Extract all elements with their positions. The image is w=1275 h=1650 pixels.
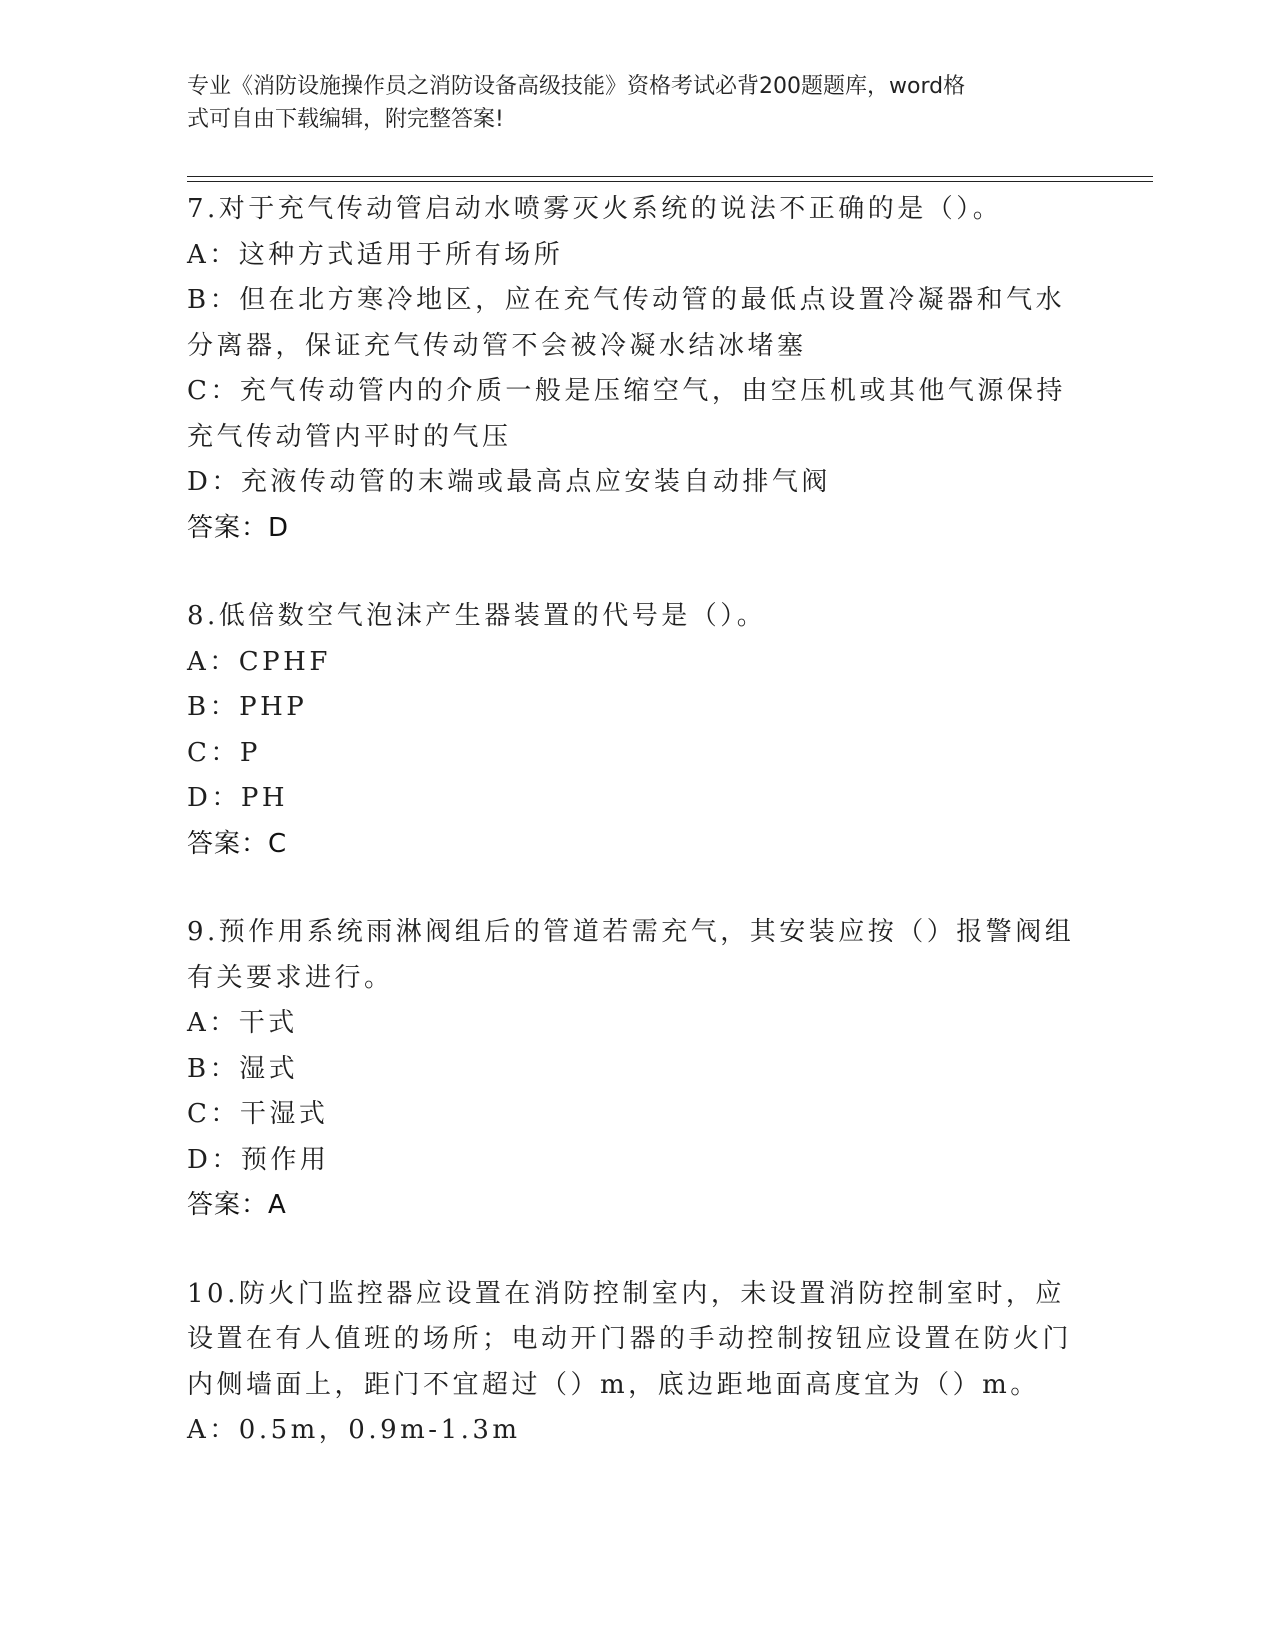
question-9 (187, 910, 1077, 1229)
question-10 (187, 1272, 1077, 1454)
header-line-1: 专业《消防设施操作员之消防设备高级技能》资格考试必背200题题库，word格 (187, 74, 966, 99)
question-list (187, 187, 1077, 1497)
option-c: C：充气传动管内的介质一般是压缩空气，由空压机或其他气源保持充气传动管内平时的气压 (187, 376, 1066, 452)
answer-text: 答案：C (187, 828, 288, 859)
option-a: A：干式 (187, 1008, 298, 1038)
document-header (187, 70, 1067, 136)
option-b: B：湿式 (187, 1053, 299, 1084)
answer-text: 答案：A (187, 1190, 287, 1220)
header-divider-top (187, 176, 1153, 177)
header-divider-bottom (187, 181, 1153, 182)
option-a: A：这种方式适用于所有场所 (187, 239, 564, 270)
question-stem: 10.防火门监控器应设置在消防控制室内，未设置消防控制室时，应设置在有人值班的场所；电动开门器的手动控制按钮应设置在防火门内侧墙面上，距门不宜超过（）m，底边距地面高度宜为（）m。 (187, 1278, 1073, 1400)
option-b: B：但在北方寒冷地区，应在充气传动管的最低点设置冷凝器和气水分离器，保证充气传动管不会被冷凝水结冰堵塞 (187, 285, 1066, 361)
option-c: C：干湿式 (187, 1099, 329, 1129)
question-stem: 7.对于充气传动管启动水喷雾灭火系统的说法不正确的是（）。 (187, 194, 1003, 224)
option-d: D：预作用 (187, 1144, 330, 1175)
answer-text: 答案：D (187, 512, 290, 543)
option-d: D：充液传动管的末端或最高点应安装自动排气阀 (187, 467, 831, 497)
question-8 (187, 594, 1077, 867)
option-a: A：CPHF (187, 646, 331, 677)
question-stem: 8.低倍数空气泡沫产生器装置的代号是（）。 (187, 601, 767, 631)
question-7 (187, 187, 1077, 551)
header-line-2: 式可自由下载编辑，附完整答案! (187, 107, 504, 132)
option-b: B：PHP (187, 692, 308, 722)
option-c: C：P (187, 737, 261, 768)
question-stem: 9.预作用系统雨淋阀组后的管道若需充气，其安装应按（）报警阀组有关要求进行。 (187, 917, 1075, 993)
option-a: A：0.5m，0.9m-1.3m (187, 1415, 521, 1445)
option-d: D：PH (187, 783, 289, 813)
